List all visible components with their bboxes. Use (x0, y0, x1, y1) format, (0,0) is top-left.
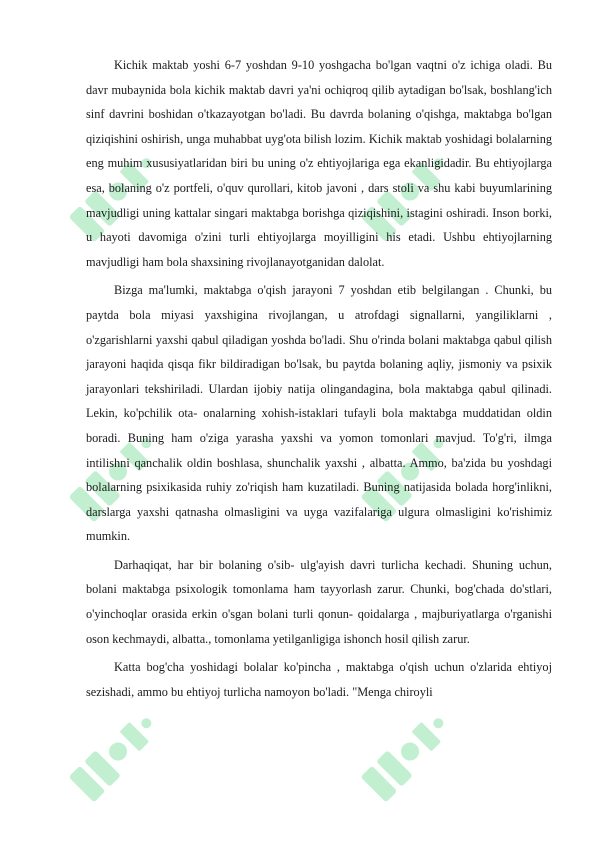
paragraph: Kichik maktab yoshi 6-7 yoshdan 9-10 yoshgacha bo'lgan vaqtni o'z ichiga oladi. Bu davr mubaynida bola kichik maktab davri ya'ni ochiqroq qilib aytadigan bo'lsak, boshlang'ich sinf davrini boshidan o'tkazayotgan bo'ladi. Bu davrda bolaning o'qishga, maktabga bo'lgan qiziqishini oshirish, unga muhabbat uyg'ota bilish lozim. Kichik maktab yoshidagi bolalarning eng muhim xususiyatlaridan biri bu uning o'z ehtiyojlariga ega ekanligidadir. Bu ehtiyojlarga esa, bolaning o'z portfeli, o'quv qurollari, kitob javoni , dars stoli va shu kabi buyumlarining mavjudligi uning kattalar singari maktabga borishga qiziqishini, istagini oshiradi. Inson borki, u hayoti davomiga o'zini turli ehtiyojlarga moyilligini his etadi. Ushbu ehtiyojlarning mavjudligi ham bola shaxsining rivojlanayotganidan dalolat. (86, 58, 552, 269)
paragraph: Bizga ma'lumki, maktabga o'qish jarayoni 7 yoshdan etib belgilangan . Chunki, bu paytda bola miyasi yaxshigina rivojlangan, u atrofdagi signallarni, yangiliklarni , o'zgarishlarni yaxshi qabul qiladigan yoshda bo'ladi. Shu o'rinda bolani maktabga qabul qilish jarayoni haqida qisqa fikr bildiradigan bo'lsak, bu paytda bolaning aqliy, jismoniy va psixik jarayonlari tekshiriladi. Ulardan ijobiy natija olingandagina, bola maktabga qabul qilinadi. Lekin, ko'pchilik ota- onalarning xohish-istaklari tufayli bola maktabga muddatidan oldin boradi. Buning ham o'ziga yarasha yaxshi va yomon tomonlari mavjud. To'g'ri, ilmga intilishni qanchalik oldin boshlasa, shunchalik yaxshi , albatta. Ammo, ba'zida bu yoshdagi bolalarning psixikasida ruhiy zo'riqish ham kuzatiladi. Buning natijasida bolada horg'inlikni, darslarga yaxshi qatnasha olmasligini va uyga vazifalariga ulgura olmasligini ko'rishimiz mumkin. (86, 283, 552, 544)
paragraph: Darhaqiqat, har bir bolaning o'sib- ulg'ayish davri turlicha kechadi. Shuning uchun, bolani maktabga psixologik tomonlama ham tayyorlash zarur. Chunki, bog'chada do'stlari, o'yinchoqlar orasida erkin o'sgan bolani turli qonun- qoidalarga , majburiyatlarga o'rganishi oson kechmaydi, albatta., tomonlama yetilganligiga ishonch hosil qilish zarur. (86, 557, 552, 646)
paragraph: Katta bog'cha yoshidagi bolalar ko'pincha , maktabga o'qish uchun o'zlarida ehtiyoj sezishadi, ammo bu ehtiyoj turlicha namoyon bo'ladi. "Menga chiroyli (86, 660, 552, 699)
document-body (86, 53, 552, 704)
